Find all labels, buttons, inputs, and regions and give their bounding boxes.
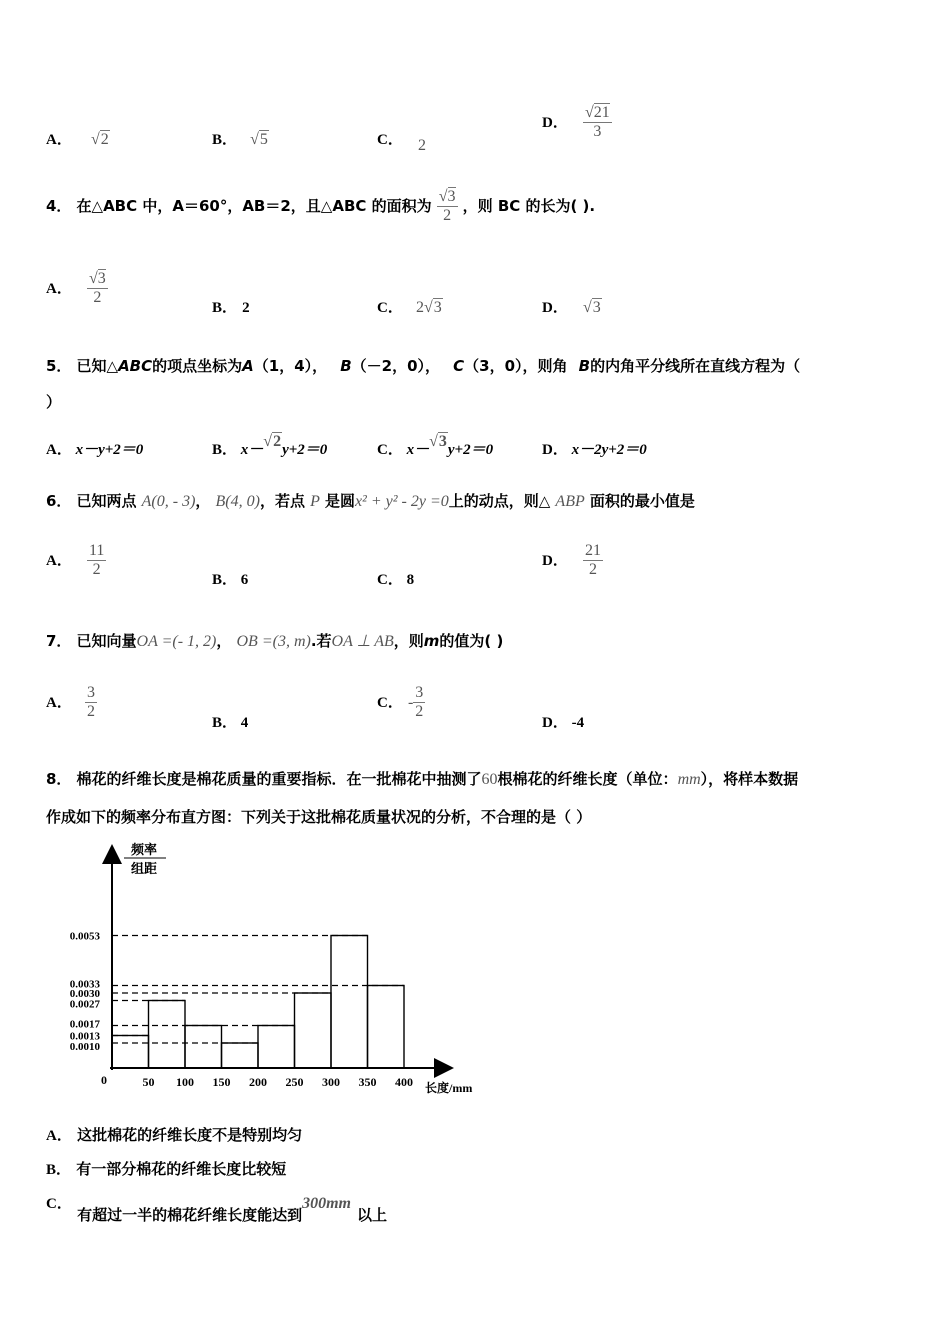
option-label: A．	[46, 695, 72, 711]
y-tick-label: 0.0053	[69, 930, 100, 943]
x-tick-label: 200	[249, 1075, 267, 1089]
q3-option-c[interactable]	[377, 128, 426, 154]
option-expression: x－y+2＝0	[75, 442, 144, 458]
question-5-stem: 5． 已知△ABC的项点坐标为A（1，4）， B（－2，0）， C（3，0），则角 B的内角平分线所在直线方程为（	[46, 357, 801, 375]
y-tick-label: 0.0010	[69, 1041, 100, 1053]
q5-option-d[interactable]	[542, 438, 647, 459]
option-value: 4	[240, 715, 249, 731]
option-value: 2	[242, 300, 250, 316]
x-tick-label: 50	[142, 1075, 155, 1089]
question-7-stem: 7． 已知向量OA =(- 1, 2)， OB =(3, m).若OA ⊥ AB，则m的值为( )	[46, 632, 504, 650]
option-label: C．	[377, 442, 403, 458]
sqrt-expression: √2	[90, 131, 109, 148]
y-tick-label: 0.0033	[69, 978, 100, 991]
question-number: 8．	[46, 770, 72, 788]
option-label: A．	[46, 281, 72, 297]
fraction: $\frac{11}{2}$	[88, 542, 105, 578]
sqrt-expression: √2	[263, 433, 282, 450]
histogram-bar	[185, 1026, 222, 1069]
y-tick-label: 0.0017	[69, 1018, 100, 1031]
sqrt-expression: √3	[429, 433, 447, 450]
x-tick-label: 350	[358, 1075, 377, 1089]
option-label: D．	[542, 115, 568, 131]
y-tick-label: 0.0030	[69, 988, 100, 1000]
x-tick-label: 400	[395, 1075, 413, 1089]
option-text: 这批棉花的纤维长度不是特别均匀	[77, 1126, 303, 1144]
fraction: $\frac{√3}{2}$	[88, 270, 106, 306]
option-value: -4	[571, 715, 585, 731]
q6-option-b[interactable]	[212, 568, 248, 589]
fraction: $\frac{3}{2}$	[86, 684, 95, 720]
q5-option-a[interactable]	[46, 438, 143, 459]
histogram-bar	[258, 1026, 295, 1069]
y-axis-label-bottom: 组距	[130, 861, 158, 876]
option-text: 有一部分棉花的纤维长度比较短	[76, 1160, 287, 1178]
y-tick-label: 0.0013	[69, 1030, 100, 1043]
option-label: C．	[377, 695, 403, 711]
sqrt-expression: √5	[250, 131, 268, 148]
question-6-stem: 6． 已知两点 A(0, - 3)， B(4, 0)，若点 P 是圆x² + y² - 2y =0上的动点，则△ ABP 面积的最小值是	[46, 492, 695, 510]
option-label: A．	[46, 442, 72, 458]
option-expression: x－2y+2＝0	[571, 442, 647, 458]
option-value: 6	[240, 572, 249, 588]
y-axis-label-top: 频率	[130, 842, 158, 857]
y-tick-label: 0.0027	[69, 998, 100, 1011]
option-label: C．	[377, 300, 403, 316]
x-tick-label: 250	[285, 1075, 304, 1089]
histogram-bar	[112, 1036, 149, 1069]
frequency-histogram	[50, 840, 500, 1102]
question-5-stem-end: ）	[46, 393, 62, 411]
option-label: B．	[212, 442, 238, 458]
q4-option-d[interactable]	[542, 296, 602, 317]
option-text: 有超过一半的棉花纤维长度能达到	[77, 1206, 303, 1224]
question-4-stem: 4． 在△ABC 中，A＝60°，AB＝2，且△ABC 的面积为 $\frac{√3}{2}$ ，则 BC 的长为( ).	[46, 188, 596, 224]
question-number: 7．	[46, 632, 72, 650]
q6-option-c[interactable]	[377, 568, 414, 589]
sqrt-expression: √3	[582, 299, 601, 316]
question-number: 5．	[46, 357, 72, 375]
question-8-stem: 8． 棉花的纤维长度是棉花质量的重要指标．在一批棉花中抽测了60根棉花的纤维长度（单位：mm），将样本数据	[46, 770, 799, 788]
q7-option-d[interactable]	[542, 711, 584, 732]
q4-option-a[interactable]	[46, 270, 108, 307]
option-label: C．	[46, 1196, 72, 1212]
histogram-bar	[331, 936, 368, 1069]
option-label: A．	[46, 553, 72, 569]
x-tick-label: 100	[176, 1075, 194, 1089]
q7-option-a[interactable]	[46, 684, 97, 721]
option-label: C．	[377, 132, 403, 148]
x-tick-label: 300	[322, 1075, 340, 1089]
option-label: D．	[542, 300, 568, 316]
q7-option-c[interactable]: C． - $\frac{3}{2}$	[377, 684, 424, 720]
q4-option-b[interactable]	[212, 296, 250, 317]
q7-option-b[interactable]	[212, 711, 248, 732]
q4-option-c[interactable]: C． 2√3	[377, 299, 442, 316]
option-value: 2	[417, 137, 426, 154]
option-value: 8	[406, 572, 415, 588]
fraction: $\frac{√21}{3}$	[584, 104, 610, 140]
fraction: $\frac{21}{2}$	[584, 542, 601, 578]
option-label: D．	[542, 553, 568, 569]
fraction: $\frac{3}{2}$	[415, 684, 424, 720]
option-label: A．	[46, 132, 72, 148]
q6-option-a[interactable]	[46, 542, 106, 579]
option-label: B．	[212, 132, 238, 148]
option-label: B．	[46, 1162, 72, 1178]
histogram-bar	[222, 1043, 259, 1068]
q8-option-a[interactable]	[46, 1124, 302, 1145]
histogram-bar	[149, 1001, 186, 1069]
origin-label: 0	[101, 1073, 107, 1087]
histogram-bar	[368, 986, 405, 1069]
question-8-stem-line2: 作成如下的频率分布直方图：下列关于这批棉花质量状况的分析，不合理的是（ ）	[46, 808, 592, 826]
fraction: $\frac{√3}{2}$	[438, 188, 456, 224]
q3-option-a[interactable]	[46, 128, 110, 149]
q5-option-c[interactable]: C． x－√3y+2＝0	[377, 433, 494, 458]
option-label: B．	[212, 300, 238, 316]
option-label: D．	[542, 442, 568, 458]
q8-option-c[interactable]: C． 有超过一半的棉花纤维长度能达到300mm以上	[46, 1195, 387, 1224]
q5-option-b[interactable]: B． x－√2y+2＝0	[212, 433, 328, 458]
q3-option-b[interactable]	[212, 128, 269, 149]
option-label: C．	[377, 572, 403, 588]
question-number: 6．	[46, 492, 72, 510]
q3-option-d[interactable]	[542, 104, 612, 141]
x-tick-label: 150	[212, 1075, 231, 1089]
option-label: B．	[212, 572, 238, 588]
x-axis-label: 长度/mm	[425, 1081, 473, 1095]
option-label: A．	[46, 1128, 72, 1144]
q6-option-d[interactable]	[542, 542, 603, 579]
option-label: D．	[542, 715, 568, 731]
option-label: B．	[212, 715, 238, 731]
q8-option-b[interactable]	[46, 1158, 286, 1179]
sqrt-expression: √3	[423, 299, 442, 316]
histogram-bar	[295, 993, 332, 1068]
question-number: 4．	[46, 197, 72, 215]
